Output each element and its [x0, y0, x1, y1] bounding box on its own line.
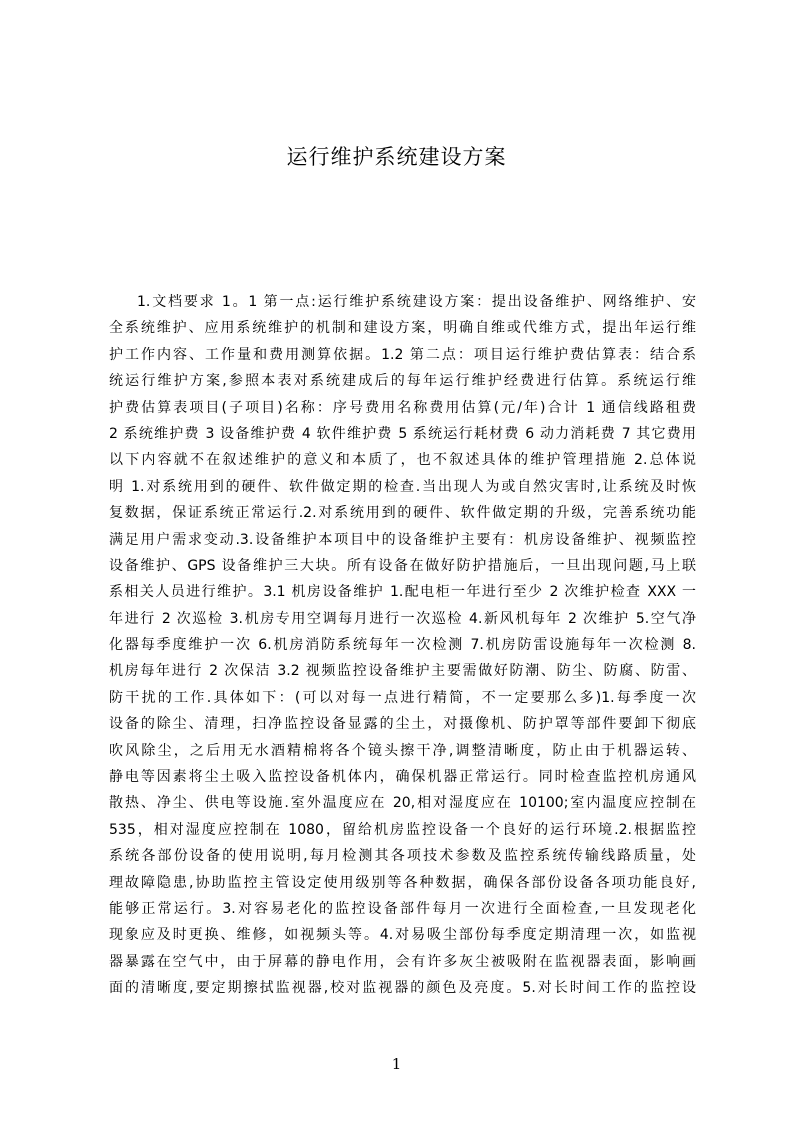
text-line: 化器每季度维护一次 6.机房消防系统每年一次检测 7.机房防雷设施每年一次检测 8.: [109, 637, 696, 654]
text-line: 设备的除尘、清理，扫净监控设备显露的尘土，对摄像机、防护罩等部件要卸下彻底: [109, 716, 696, 733]
text-line: 面的清晰度,要定期擦拭监视器,校对监视器的颜色及亮度。5.对长时间工作的监控设: [109, 980, 696, 997]
text-line: 吹风除尘，之后用无水酒精棉将各个镜头擦干净,调整清晰度，防止由于机器运转、: [109, 742, 696, 759]
text-line: 护费估算表项目(子项目)名称：序号费用名称费用估算(元/年)合计 1 通信线路租费: [109, 399, 696, 416]
text-line: 复数据，保证系统正常运行.2.对系统用到的硬件、软件做定期的升级，完善系统功能: [109, 505, 696, 522]
text-line: 全系统维护、应用系统维护的机制和建设方案，明确自维或代维方式，提出年运行维: [109, 320, 696, 337]
text-line: 系相关人员进行维护。3.1 机房设备维护 1.配电柜一年进行至少 2 次维护检查 XXX 一: [109, 584, 696, 601]
text-line: 静电等因素将尘土吸入监控设备机体内，确保机器正常运行。同时检查监控机房通风: [109, 769, 696, 786]
text-line: 器暴露在空气中，由于屏幕的静电作用，会有许多灰尘被吸附在监视器表面，影响画: [109, 953, 696, 970]
text-line: 防干扰的工作.具体如下：(可以对每一点进行精简，不一定要那么多)1.每季度一次: [109, 689, 696, 706]
text-line: 统运行维护方案,参照本表对系统建成后的每年运行维护经费进行估算。系统运行维: [109, 373, 696, 390]
body-paragraph: [109, 289, 696, 1002]
text-line: 设备维护、GPS 设备维护三大块。所有设备在做好防护措施后，一旦出现问题,马上联: [109, 557, 696, 574]
text-line: 机房每年进行 2 次保洁 3.2 视频监控设备维护主要需做好防潮、防尘、防腐、防雷、: [109, 663, 696, 680]
text-line: 散热、净尘、供电等设施.室外温度应在 20,相对湿度应在 10100;室内温度应控制在: [109, 795, 696, 812]
text-line: 535，相对湿度应控制在 1080，留给机房监控设备一个良好的运行环境.2.根据监控: [109, 821, 696, 838]
text-line: 以下内容就不在叙述维护的意义和本质了，也不叙述具体的维护管理措施 2.总体说: [109, 452, 696, 469]
text-line: 明 1.对系统用到的硬件、软件做定期的检查.当出现人为或自然灾害时,让系统及时恢: [109, 478, 696, 495]
text-line: 护工作内容、工作量和费用测算依据。1.2 第二点：项目运行维护费估算表：结合系: [109, 346, 696, 363]
text-line: 年进行 2 次巡检 3.机房专用空调每月进行一次巡检 4.新风机每年 2 次维护 5.空气净: [109, 610, 696, 627]
text-line: 1.文档要求 1。1 第一点:运行维护系统建设方案：提出设备维护、网络维护、安: [137, 294, 696, 310]
text-line: 现象应及时更换、维修，如视频头等。4.对易吸尘部份每季度定期清理一次，如监视: [109, 927, 696, 944]
text-line: 满足用户需求变动.3.设备维护本项目中的设备维护主要有：机房设备维护、视频监控: [109, 531, 696, 548]
text-line: 系统各部份设备的使用说明,每月检测其各项技术参数及监控系统传输线路质量，处: [109, 848, 696, 865]
page-number: 1: [391, 1055, 402, 1073]
text-line: 理故障隐患,协助监控主管设定使用级别等各种数据，确保各部份设备各项功能良好,: [109, 874, 696, 891]
text-line: 2 系统维护费 3 设备维护费 4 软件维护费 5 系统运行耗材费 6 动力消耗费 7 其它费用: [109, 425, 696, 442]
document-title: 运行维护系统建设方案: [286, 145, 507, 169]
text-line: 能够正常运行。3.对容易老化的监控设备部件每月一次进行全面检查,一旦发现老化: [109, 900, 696, 917]
